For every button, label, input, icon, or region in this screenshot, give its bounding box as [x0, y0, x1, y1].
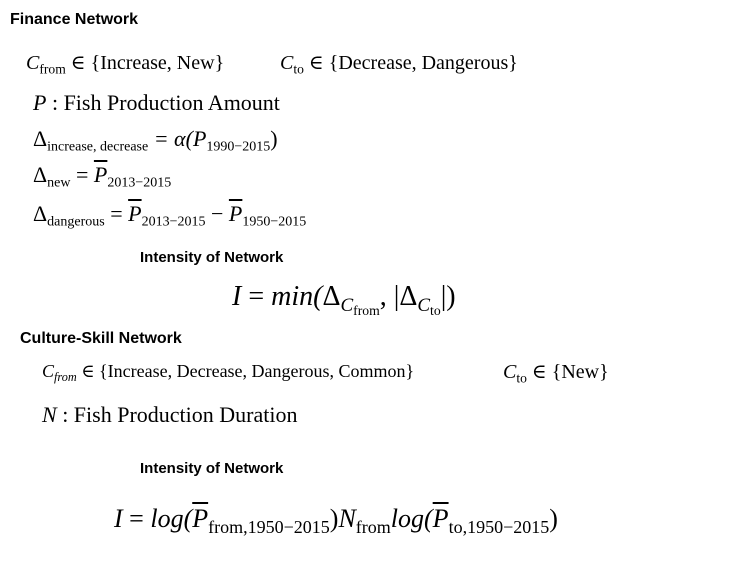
- c-from-set: {Increase, New}: [90, 52, 225, 74]
- delta-symbol: Δ: [322, 281, 341, 312]
- c-from-set: {Increase, Decrease, Dangerous, Common}: [99, 361, 415, 381]
- element-of-symbol: ∈: [70, 52, 86, 74]
- p-bar-variable: $\overline{P}$: [93, 162, 108, 187]
- finance-intensity-label: Intensity of Network: [140, 249, 284, 266]
- delta-symbol: Δ: [33, 126, 48, 151]
- culture-c-to-definition: [503, 362, 609, 385]
- close-paren: ): [329, 504, 339, 533]
- min-function: min(: [271, 281, 323, 312]
- p-year-range: 1990−2015: [206, 139, 271, 155]
- minus-sign: −: [210, 201, 224, 226]
- to-label: to: [430, 302, 441, 318]
- delta-new-equation: [33, 164, 171, 190]
- c-to-subscript: [417, 295, 440, 316]
- delta-symbol: Δ: [399, 281, 418, 312]
- finance-intensity-equation: [232, 283, 456, 318]
- intensity-symbol: I: [114, 504, 123, 533]
- p-variable: P: [192, 126, 207, 151]
- close-paren: ): [270, 126, 278, 151]
- log-function: log(: [390, 504, 433, 533]
- n-definition: [42, 404, 297, 426]
- culture-c-from-definition: [42, 362, 414, 383]
- culture-intensity-equation: [114, 506, 558, 536]
- p-to-subscript: to,1950−2015: [448, 516, 550, 537]
- equals-sign: =: [110, 201, 123, 226]
- finance-network-heading: Finance Network: [10, 11, 139, 28]
- close-abs-paren: |): [440, 281, 456, 312]
- comma-abs: , |: [379, 281, 400, 312]
- p-from-subscript: from,1950−2015: [208, 516, 330, 537]
- c-to-subscript: to: [516, 370, 527, 386]
- c-symbol: C: [340, 295, 354, 317]
- equals-sign: =: [129, 504, 144, 533]
- p-definition: [33, 92, 280, 114]
- delta-subscript: new: [47, 175, 71, 191]
- finance-c-from-definition: [26, 53, 224, 76]
- equation-rhs-prefix: = α(: [153, 126, 193, 151]
- delta-increase-decrease-equation: [33, 128, 278, 154]
- from-label: from: [353, 302, 380, 318]
- equals-sign: =: [75, 162, 89, 187]
- p-bar-variable: $\overline{P}$: [192, 504, 209, 533]
- intensity-symbol: I: [232, 281, 242, 312]
- delta-symbol: Δ: [33, 201, 48, 226]
- p-description: : Fish Production Amount: [51, 90, 280, 115]
- log-function: log(: [150, 504, 193, 533]
- c-symbol: C: [417, 295, 431, 317]
- c-to-symbol: C: [503, 361, 517, 383]
- c-from-subscript: [340, 295, 379, 316]
- n-from-subscript: from: [355, 516, 391, 537]
- delta-subscript: increase, decrease: [47, 139, 149, 155]
- p-year-range: 2013−2015: [141, 214, 206, 230]
- finance-c-to-definition: [280, 53, 518, 76]
- p-symbol: P: [33, 90, 47, 115]
- c-to-set: {Decrease, Dangerous}: [328, 52, 518, 74]
- element-of-symbol: ∈: [531, 361, 547, 383]
- c-from-symbol: C: [42, 361, 55, 381]
- p-bar-variable: $\overline{P}$: [228, 201, 243, 226]
- delta-symbol: Δ: [33, 162, 48, 187]
- culture-intensity-label: Intensity of Network: [140, 460, 284, 477]
- delta-dangerous-equation: [33, 203, 306, 229]
- equals-sign: =: [248, 281, 265, 312]
- p-bar-variable: $\overline{P}$: [432, 504, 449, 533]
- c-to-subscript: to: [293, 61, 304, 77]
- n-symbol: N: [42, 402, 57, 427]
- p-year-range: 1950−2015: [242, 214, 307, 230]
- n-variable: N: [338, 504, 356, 533]
- p-bar-variable: $\overline{P}$: [128, 201, 142, 226]
- culture-skill-network-heading: Culture-Skill Network: [20, 330, 182, 347]
- c-to-set: {New}: [551, 361, 609, 383]
- element-of-symbol: ∈: [308, 52, 324, 74]
- c-from-subscript: from: [54, 369, 77, 384]
- n-description: : Fish Production Duration: [62, 402, 298, 427]
- p-year-range: 2013−2015: [107, 175, 172, 191]
- c-to-symbol: C: [280, 52, 294, 74]
- c-from-symbol: C: [26, 52, 40, 74]
- close-paren: ): [549, 504, 558, 533]
- c-from-subscript: from: [39, 61, 66, 77]
- delta-subscript: dangerous: [47, 214, 105, 230]
- element-of-symbol: ∈: [81, 361, 95, 381]
